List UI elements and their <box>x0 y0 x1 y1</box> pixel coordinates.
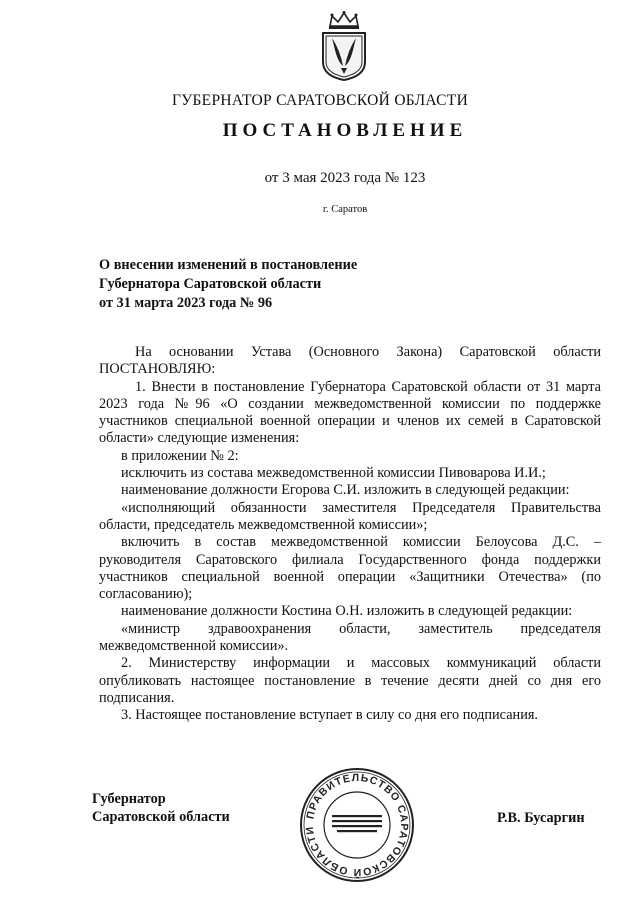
signatory-title <box>92 790 230 826</box>
coat-of-arms-icon <box>318 10 370 82</box>
document-subject <box>99 256 419 313</box>
body-paragraph-1g: «министр здравоохранения области, заместитель председателя межведомственной комиссии». <box>99 620 601 655</box>
body-paragraph-1: 1. Внести в постановление Губернатора Саратовской области от 31 марта 2023 года №96 «О создании межведомственной комиссии по поддержке участников специальной военной операции и членов их семей в Саратовской области» следующие изменения: <box>99 378 601 447</box>
body-paragraph-1d: «исполняющий обязанности заместителя Председателя Правительства области, председатель межведомственной комиссии»; <box>99 499 601 533</box>
signatory-title-line: Губернатор <box>92 791 166 807</box>
official-seal-stamp <box>299 767 415 883</box>
issuing-authority: ГУБЕРНАТОР САРАТОВСКОЙ ОБЛАСТИ <box>171 92 469 109</box>
body-paragraph-1f: наименование должности Костина О.Н. изложить в следующей редакции: <box>121 603 573 620</box>
subject-line: от 31 марта 2023 года № 96 <box>99 295 273 311</box>
document-type-title: ПОСТАНОВЛЕНИЕ <box>222 120 468 141</box>
signatory-title-line: Саратовской области <box>92 809 230 825</box>
body-intro: На основании Устава (Основного Закона) Саратовской области ПОСТАНОВЛЯЮ: <box>99 344 601 378</box>
document-date-number: от 3 мая 2023 года № 123 <box>264 170 426 186</box>
body-paragraph-1c: наименование должности Егорова С.И. изложить в следующей редакции: <box>121 482 570 499</box>
subject-line: Губернатора Саратовской области <box>99 276 322 292</box>
body-paragraph-1e: включить в состав межведомственной комиссии Белоусова Д.С. – руководителя Саратовского филиала Государственного фонда поддержки участников специальной военной операции «Защитники Отечества» (по согласованию); <box>99 534 601 603</box>
document-city: г. Саратов <box>322 204 368 215</box>
signatory-name: Р.В. Бусаргин <box>497 810 585 826</box>
body-paragraph-1b: исключить из состава межведомственной комиссии Пивоварова И.И.; <box>121 465 546 482</box>
body-paragraph-2: 2. Министерству информации и массовых коммуникаций области опубликовать настоящее постановление в течение десяти дней со дня его подписания. <box>99 655 601 706</box>
document-body <box>99 344 601 725</box>
body-paragraph-1a: в приложении № 2: <box>121 447 239 464</box>
body-paragraph-3: 3. Настоящее постановление вступает в силу со дня его подписания. <box>121 707 538 724</box>
svg-text:ПРАВИТЕЛЬСТВО САРАТОВСКОЙ ОБЛА: ПРАВИТЕЛЬСТВО САРАТОВСКОЙ ОБЛАСТИ <box>303 771 411 879</box>
subject-line: О внесении изменений в постановление <box>99 257 358 273</box>
